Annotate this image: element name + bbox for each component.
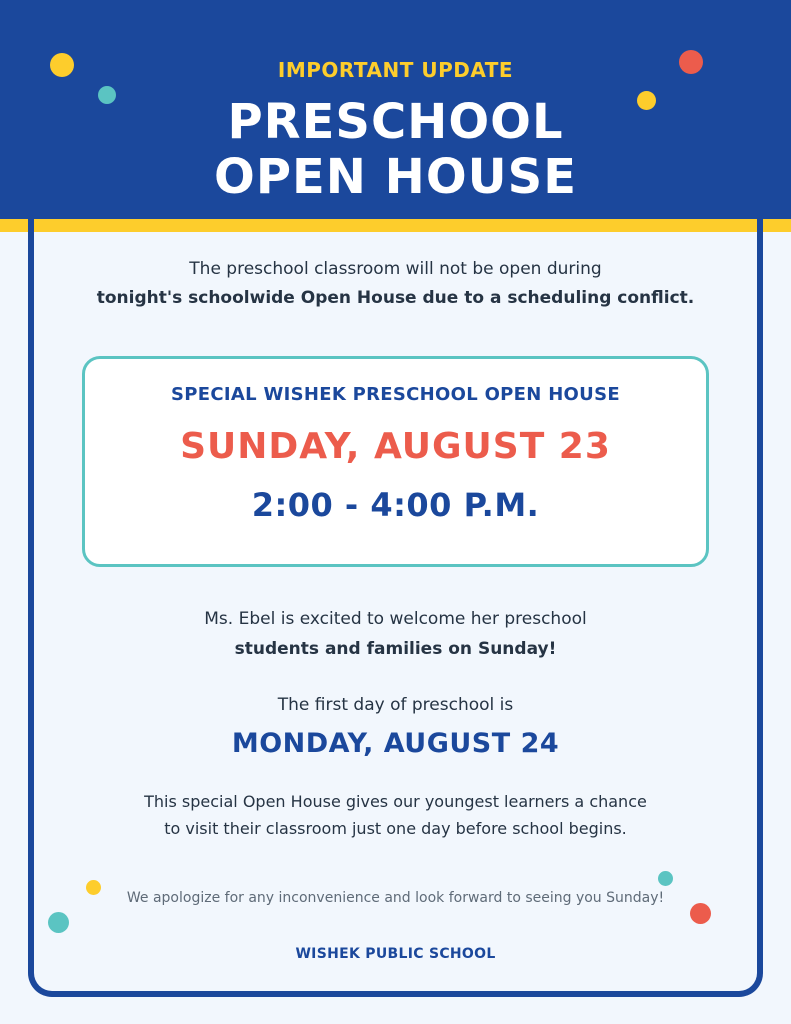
first-day-intro: The first day of preschool is: [277, 695, 514, 715]
decorative-dot-coral: [690, 903, 711, 924]
decorative-dot-teal: [48, 912, 69, 933]
event-card-label: SPECIAL WISHEK PRESCHOOL OPEN HOUSE: [171, 384, 620, 405]
eyebrow-label: IMPORTANT UPDATE: [277, 58, 514, 82]
event-time: 2:00 - 4:00 P.M.: [251, 486, 540, 524]
intro-text-bold: tonight's schoolwide Open House due to a scheduling conflict.: [96, 288, 695, 308]
event-date: SUNDAY, AUGUST 23: [180, 426, 611, 467]
apology-text: We apologize for any inconvenience and look forward to seeing you Sunday!: [126, 890, 665, 906]
special-text: to visit their classroom just one day before school begins.: [164, 819, 627, 838]
welcome-text: Ms. Ebel is excited to welcome her preschool: [204, 609, 587, 629]
title-line: OPEN HOUSE: [214, 149, 577, 205]
page-title: [0, 95, 791, 205]
school-name: WISHEK PUBLIC SCHOOL: [295, 946, 496, 962]
decorative-dot-teal: [658, 871, 673, 886]
title-line: PRESCHOOL: [227, 94, 564, 150]
welcome-text-bold: students and families on Sunday!: [234, 639, 557, 659]
event-card: [82, 356, 709, 567]
first-day-date: MONDAY, AUGUST 24: [231, 728, 560, 759]
intro-text: The preschool classroom will not be open during: [189, 259, 602, 279]
special-text: This special Open House gives our youngest learners a chance: [144, 792, 647, 811]
content-frame: [28, 214, 763, 997]
